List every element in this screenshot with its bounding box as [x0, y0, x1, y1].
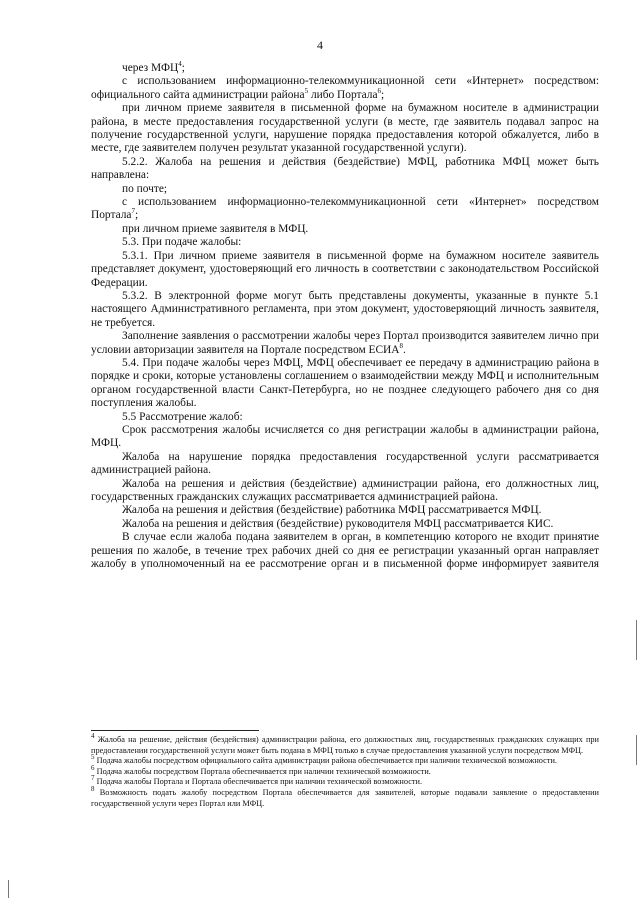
paragraph-text: Срок рассмотрения жалобы исчисляется со дня регистрации жалобы в администрации района, МФЦ. — [91, 423, 599, 450]
footnote-number: 6 — [91, 764, 95, 773]
footnote — [91, 764, 599, 778]
paragraph — [91, 102, 599, 156]
paragraph — [91, 250, 599, 290]
paragraph — [91, 290, 599, 330]
paragraph — [91, 62, 599, 75]
footnote-ref: 6 — [377, 87, 382, 96]
paragraph — [91, 236, 599, 249]
paragraph — [91, 424, 599, 451]
page-number: 4 — [317, 38, 323, 52]
paragraph-text: через МФЦ — [122, 62, 179, 74]
footnote-ref: 8 — [399, 341, 404, 350]
paragraph-text: 5.3.2. В электронной форме могут быть представлены документы, указанные в пункте 5.1 настоящего Административного регламента, при этом документ, удостоверяющий личность заявителя, не требуется. — [91, 289, 599, 329]
paragraph — [91, 196, 599, 223]
paragraph — [91, 518, 599, 531]
paragraph-text: при личном приеме заявителя в МФЦ. — [122, 222, 309, 235]
paragraph-text: либо Портала — [308, 88, 378, 101]
footnote-number: 5 — [91, 753, 95, 762]
paragraph-text: 5.3. При подаче жалобы: — [122, 236, 242, 249]
paragraph-text: 5.2.2. Жалоба на решения и действия (бездействие) МФЦ, работника МФЦ может быть направлена: — [91, 155, 599, 182]
paragraph — [91, 451, 599, 478]
footnote-text: Подача жалобы посредством Портала обеспечивается при наличии технической возможности. — [94, 766, 431, 776]
footnote-ref: 7 — [131, 207, 135, 216]
paragraph — [91, 75, 599, 102]
paragraph-text: Жалоба на решения и действия (бездействие) руководителя МФЦ рассматривается КИС. — [122, 517, 554, 530]
scan-artifact — [8, 880, 9, 898]
paragraph — [91, 531, 599, 571]
paragraph-text: по почте; — [122, 182, 168, 195]
scan-artifact — [636, 735, 637, 765]
footnote-number: 8 — [91, 785, 95, 794]
footnote-number: 4 — [91, 732, 95, 741]
footnotes — [91, 732, 599, 809]
footnote-number: 7 — [91, 774, 95, 783]
footnote-text: Подача жалобы посредством официального сайта администрации района обеспечивается при наличии технической возможности. — [94, 756, 557, 766]
footnote-ref: 5 — [304, 87, 309, 96]
paragraph-text: Жалоба на решения и действия (бездействие) администрации района, его должностных лиц, государственных гражданских служащих рассматривается администрацией района. — [91, 477, 599, 503]
footnote-separator — [91, 730, 259, 731]
paragraph-text: . — [403, 343, 406, 356]
paragraph-text: Жалоба на решения и действия (бездействие) работника МФЦ рассматривается МФЦ. — [122, 504, 542, 517]
paragraph — [91, 411, 599, 424]
footnote — [91, 785, 599, 809]
paragraph-text: 5.4. При подаче жалобы через МФЦ, МФЦ обеспечивает ее передачу в администрацию района в порядке и сроки, которые установлены соглашением о взаимодействии между МФЦ и исполнительным органом государственной власти Санкт-Петербурга, но не позднее следующего рабочего дня со дня поступления жалобы. — [91, 356, 599, 410]
paragraph-text: с использованием информационно-телекоммуникационной сети «Интернет» посредством Портала — [91, 196, 599, 222]
paragraph-text: ; — [134, 209, 139, 222]
footnote-text: Подача жалобы Портала и Портала обеспечивается при наличии технической возможности. — [94, 777, 423, 787]
paragraph — [91, 183, 599, 196]
paragraph-text: 5.3.1. При личном приеме заявителя в письменной форме на бумажном носителе заявитель представляет документ, удостоверяющий его личность в соответствии с законодательством Российской Федерации. — [91, 249, 599, 289]
document-body — [91, 62, 599, 571]
paragraph-text: 5.5 Рассмотрение жалоб: — [122, 410, 243, 423]
footnote-text: Возможность подать жалобу посредством Портала обеспечивается для заявителей, которые подавали заявление о предоставлении государственной услуги через Портал или МФЦ. — [91, 787, 599, 808]
footnote — [91, 732, 599, 756]
paragraph — [91, 478, 599, 505]
paragraph-text: при личном приеме заявителя в письменной форме на бумажном носителе в администрации района, в месте предоставления государственной услуги (в месте, где заявитель подавал запрос на получение государственной услуги, нарушение порядка предоставления которой обжалуется, либо в месте, где заявителем получен результат указанной государственной услуги). — [91, 102, 599, 155]
footnote-ref: 4 — [178, 60, 182, 69]
footnote — [91, 774, 599, 788]
paragraph-text: Заполнение заявления о рассмотрении жалобы через Портал производится заявителем лично при условии авторизации заявителя на Портале посредством ЕСИА — [91, 330, 599, 356]
footnote-text: Жалоба на решение, действия (бездействия) администрации района, его должностных лиц, государственных гражданских служащих при предоставлении государственной услуги может быть подана в МФЦ только в случае предоставления указанной услуги посредством МФЦ. — [91, 735, 599, 755]
paragraph-text: ; — [381, 88, 385, 101]
scan-artifact — [636, 620, 637, 660]
paragraph-text: ; — [181, 62, 185, 74]
paragraph — [91, 357, 599, 411]
paragraph — [91, 330, 599, 357]
footnote — [91, 753, 599, 767]
paragraph — [91, 223, 599, 236]
paragraph-text: с использованием информационно-телекоммуникационной сети «Интернет» посредством: официального сайта администрации района — [91, 75, 599, 101]
paragraph — [91, 504, 599, 517]
paragraph-text: Жалоба на нарушение порядка предоставления государственной услуги рассматривается администрацией района. — [91, 450, 599, 477]
paragraph — [91, 156, 599, 183]
paragraph-text: В случае если жалоба подана заявителем в орган, в компетенцию которого не входит принятие решения по жалобе, в течение трех рабочих дней со дня ее регистрации указанный орган направляет жалобу в уполномоченный на ее рассмотрение орган и в письменной форме информирует заявителя — [91, 531, 599, 571]
